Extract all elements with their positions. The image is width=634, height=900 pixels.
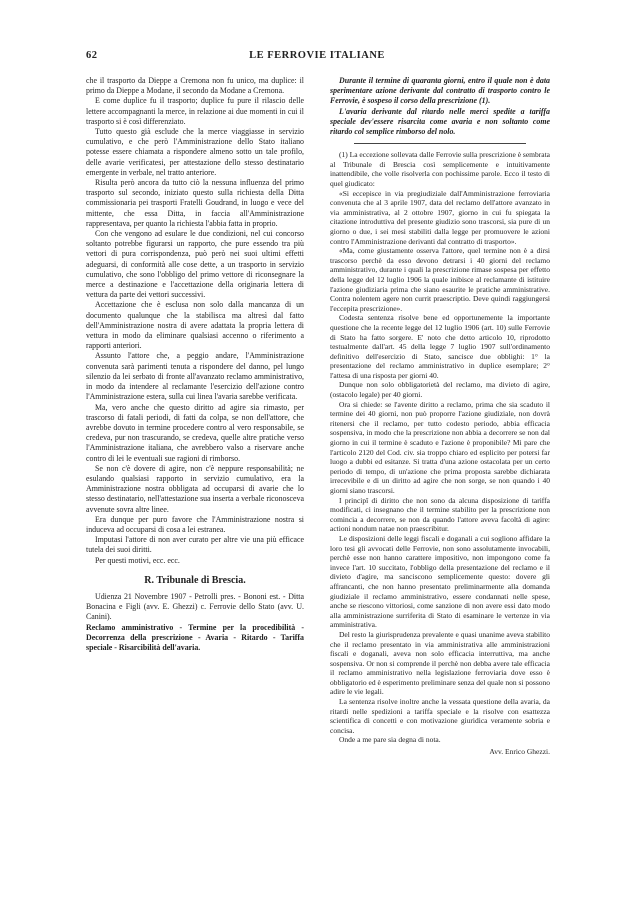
footnote-paragraph: La sentenza risolve inoltre anche la vessata questione della avaria, da ritardi nelle spedizioni a tariffa speciale e la risolve con esattezza scientifica di concetti e con motivazione giuridica veramente sobria e concisa. — [330, 697, 550, 735]
footnote — [330, 150, 550, 756]
paragraph: Assunto l'attore che, a peggio andare, l'Amministrazione convenuta sarà parimenti tenuta a rispondere del danno, pel lungo silenzio da lei serbato di fronte all'avanzato reclamo amministrativo, in modo da intendere al reclamante l'esercizio dell'azione contro l'Amministrazione estera, sulla cui linea l'avaria sarebbe verificata. — [86, 351, 304, 402]
paragraph: che il trasporto da Dieppe a Cremona non fu unico, ma duplice: il primo da Dieppe a Modane, il secondo da Modane a Cremona. — [86, 76, 304, 96]
divider — [354, 143, 526, 144]
footnote-paragraph: Le disposizioni delle leggi fiscali e doganali a cui sogliono affidare la loro tesi gli avvocati delle Ferrovie, non sono assolutamente invocabili, perchè esse non hanno carattere impositivo, non impongono come fa invece l'art. 10 succitato, l'obbligo della presentazione del reclamo e il divieto d'agire, ma sanciscono semplicemente questo: dovere gli affrancanti, che non hanno presentato preliminarmente alla domanda giudiziale il reclamo amministrativo, essere condannati nelle spese, anche se riescono vittoriosi, come sanzione di non avere essi dato modo alla amministrazione surriferita di Stato di esaminare le vertenze in via amministrativa. — [330, 533, 550, 630]
headnote — [330, 76, 550, 137]
page-number: 62 — [86, 50, 98, 61]
footnote-paragraph: Del resto la giurisprudenza prevalente e quasi unanime aveva stabilito che il reclamo presentato in via amministrativa alle amministrazioni fiscali e doganali, aveva non solo efficacia interruttiva, ma anche sospensiva. Or non si comprende il perchè non debba avere tale efficacia il reclamo amministrativo nella legislazione ferroviaria dove esso è obbligatorio ed è esperimento preliminare senza del quale non si possono adire le vie legali. — [330, 629, 550, 697]
paragraph: Ma, vero anche che questo diritto ad agire sia rimasto, per trascorso di fatali periodi, di fatti da colpa, se non dell'attore, che avrebbe dovuto in termine procedere contro al vero responsabile, se credeva, pur non trascurando, se credeva, quelle altre pratiche verso l'Amministrazione italiana, che avrebbero valso a riservare anche contro di lei le eventuali sue ragioni di rimborso. — [86, 402, 304, 463]
paragraph: Tutto questo già esclude che la merce viaggiasse in servizio cumulativo, e che però l'Amministrazione dello Stato italiano potesse essere chiamata a rispondere almeno sotto un tale profilo, delle avarie verificatesi, per attestazione dello stesso destinatario emergente in verbale, nel tratto anteriore. — [86, 127, 304, 177]
paragraph: Imputasi l'attore di non aver curato per altre vie una più efficace tutela dei suoi diritti. — [86, 535, 304, 555]
hearing-info: Udienza 21 Novembre 1907 - Petrolli pres. - Bononi est. - Ditta Bonacina e Figli (avv. E. Ghezzi) c. Ferrovie dello Stato (avv. U. Canini). — [86, 591, 304, 622]
journal-title: LE FERROVIE ITALIANE — [249, 50, 385, 61]
paragraph: Con che vengono ad esulare le due condizioni, nel cui concorso soltanto potrebbe figurarsi un rapporto, che pure essendo tra più vettori di pura corrispondenza, può però nei suoi ultimi effetti adeguarsi, di conformità alle cose dette, a un trasporto in servizio cumulativo, che sono l'obbligo del primo vettore di riconsegnare la merce a destinazione e l'accettazione della originaria lettera di vettura da parte dei vettori successivi. — [86, 229, 304, 300]
left-column — [86, 76, 304, 653]
signature: Avv. Enrico Ghezzi. — [489, 747, 550, 757]
running-header — [86, 50, 548, 64]
footnote-paragraph: (1) La eccezione sollevata dalle Ferrovie sulla prescrizione è sembrata al Tribunale di Brescia così semplicemente e intuitivamente inattendibile, che volle risolverla con pochissime parole. Ecco il testo di quel giudicato: — [330, 150, 550, 188]
footnote-paragraph: I principî di diritto che non sono da alcuna disposizione di tariffa modificati, ci insegnano che il termine stabilito per la prescrizione non comincia a decorrere, se non da quando l'attore aveva facoltà di agire: actioni nondum natae non praescribitur. — [330, 495, 550, 534]
headnote-paragraph: Durante il termine di quaranta giorni, entro il quale non è data sperimentare azione derivante dal contratto di trasporto contro le Ferrovie, è sospeso il corso della prescrizione (1). — [330, 76, 550, 106]
footnote-paragraph: Ora si chiede: se l'avente diritto a reclamo, prima che sia scaduto il termine dei 40 giorni, non può proporre l'azione giudiziale, non dovrà ritenersi che il reclamo, per tutto codesto periodo, abbia efficacia sospensiva, in modo che la prescrizione non abbia a decorrere se non dal giorno in cui il termine è scaduto e l'azione è proponibile? Mi pare che l'articolo 2120 del Cod. civ. sia troppo chiaro ed esplicito per potersi far luogo a dubbi ed esitanze. Si tratta d'una azione ostacolata per un certo periodo di tempo, di un'azione che prima proposta sarebbe dichiarata irrecevibile e di un diritto ad agire che non sorge, se non quando i 40 giorni siano trascorsi. — [330, 399, 550, 495]
paragraph: Era dunque per puro favore che l'Amministrazione nostra si induceva ad occuparsi di cosa a lei estranea. — [86, 514, 304, 534]
keywords: Reclamo amministrativo - Termine per la procedibilità - Decorrenza della prescrizione - Avaria - Ritardo - Tariffa speciale - Risarcibilità dell'avaria. — [86, 622, 304, 652]
paragraph: Accettazione che è esclusa non solo dalla mancanza di un documento qualunque che la stabilisca ma altresì dal fatto dell'Amministrazione nostra di avere adattata la propria lettera di vettura in modo da eliminare qualsiasi accenno o riferimento a rapporti anteriori. — [86, 300, 304, 351]
paragraph: Risulta però ancora da tutto ciò la nessuna influenza del primo trasporto sul secondo, iniziato questo sulla richiesta della Ditta commissionaria pei trasporti Fratelli Goudrand, in luogo e vece del mittente, che essa Ditta, in faccia all'Amministrazione rappresentava, per quanto la richiesta l'abbia fatta in proprio. — [86, 178, 304, 228]
footnote-paragraph: «Ma, come giustamente osserva l'attore, quel termine non è a dirsi trascorso perchè da esso devono detrarsi i 40 giorni del reclamo amministrativo, durante i quali la prescrizione rimase sospesa per effetto della legge del 12 luglio 1906 la quale inibisce al reclamante di istituire l'azione giudiziaria prima che siano esaurite le pratiche amministrative. Contra nolentem agere non currit praescriptio. Deve quindi raggiungersi l'eccepita prescrizione». — [330, 246, 550, 313]
footnote-paragraph: «Si eccepisce in via pregiudiziale dall'Amministrazione ferroviaria convenuta che al 3 aprile 1907, data del reclamo dell'attore avanzato in via amministrativa, al 2 ottobre 1907, giorno in cui fu spiegata la citazione introduttiva del presente giudizio sono trascorsi, sia pure di un giorno o due, i sei mesi stabiliti dalla legge per promuovere le azioni contro l'Amministrazione derivanti dal contratto di trasporto». — [330, 188, 550, 246]
section-title: R. Tribunale di Brescia. — [144, 574, 246, 586]
headnote-paragraph: L'avaria derivante dal ritardo nelle merci spedite a tariffa speciale dev'essere risarcita come avaria e non soltanto come ritardo col semplice rimborso del nolo. — [330, 106, 550, 137]
paragraph: Per questi motivi, ecc. ecc. — [95, 555, 180, 565]
footnote-paragraph: Codesta sentenza risolve bene ed opportunemente la importante questione che la recente legge del 12 luglio 1906 (art. 10) sulle Ferrovie di Stato ha fatto sorgere. E' noto che detto articolo 10, riprodotto testualmente dall'art. 45 della legge 7 luglio 1907 sull'ordinamento definitivo dell'esercizio di Stato, sancisce due obblighi: 1° la presentazione del reclamo amministrativo in duplice esemplare; 2° l'attesa di una risposta per giorni 40. — [330, 313, 550, 380]
paragraph: Se non c'è dovere di agire, non c'è neppure responsabilità; ne esulando qualsiasi rapporto in servizio cumulativo, era la Amministrazione nostra obbligata ad occuparsi di avarie che lo stesso destinatario, nell'attestazione sua inserta a verbale riconosceva avvenute sovra altre linee. — [86, 463, 304, 514]
paragraph: E come duplice fu il trasporto; duplice fu pure il rilascio delle lettere accompagnanti la merce, in relazione ai due momenti in cui il trasporto si è così differenziato. — [86, 96, 304, 126]
footnote-paragraph: Onde a me pare sia degna di nota. — [339, 735, 441, 745]
right-column — [330, 76, 550, 757]
footnote-paragraph: Dunque non solo obbligatorietà del reclamo, ma divieto di agire, (ostacolo legale) per 40 giorni. — [330, 380, 550, 400]
